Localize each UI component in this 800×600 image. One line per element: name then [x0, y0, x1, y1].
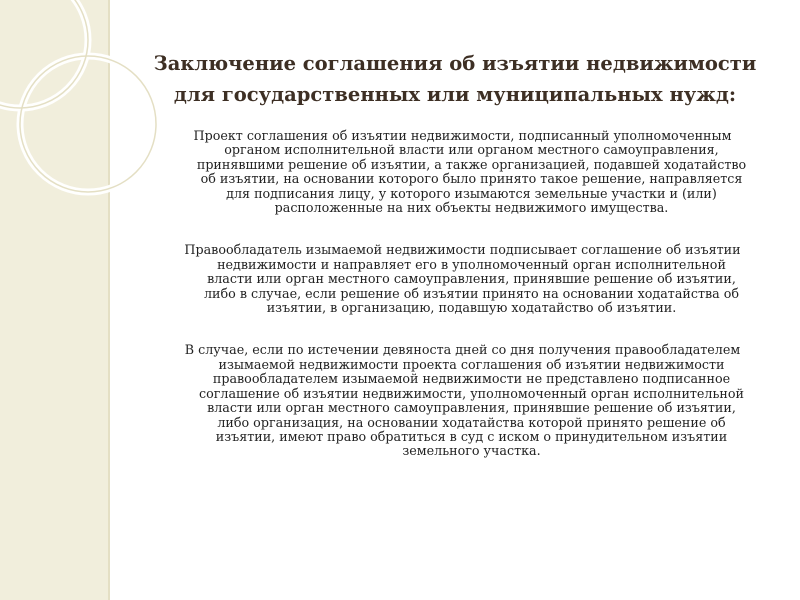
text-line: либо в случае, если решение об изъятии принято на основании ходатайства об — [204, 285, 739, 301]
text-line: изымаемой недвижимости проекта соглашения об изъятии недвижимости — [218, 356, 725, 372]
paragraph-owner-signs — [140, 243, 785, 315]
slide-title-line: для государственных или муниципальных нужд: — [173, 83, 737, 106]
text-line: либо организация, на основании ходатайства которой принято решение об — [217, 414, 726, 430]
text-line: органом исполнительной власти или органом местного самоуправления, — [224, 142, 719, 158]
text-line: изъятии, имеют право обратиться в суд с иском о принудительном изъятии — [215, 428, 728, 444]
text-line: принявшими решение об изъятии, а также организацией, подавшей ходатайство — [196, 156, 747, 172]
text-line: власти или орган местного самоуправления, принявшие решение об изъятии, — [207, 400, 736, 416]
text-line: правообладателем изымаемой недвижимости не представлено подписанное — [212, 371, 731, 387]
text-line: власти или орган местного самоуправления, принявшие решение об изъятии, — [207, 271, 736, 287]
text-line: недвижимости и направляет его в уполномоченный орган исполнительной — [217, 256, 726, 272]
text-line: Правообладатель изымаемой недвижимости подписывает соглашение об изъятии — [184, 242, 741, 258]
slide-title — [130, 48, 780, 110]
text-line: изъятии, в организацию, подавшую ходатайство об изъятии. — [266, 300, 677, 316]
text-line: В случае, если по истечении девяноста дней со дня получения правообладателем — [184, 342, 741, 358]
paragraph-draft-agreement — [140, 129, 785, 215]
decorative-side-band — [0, 0, 108, 600]
text-line: соглашение об изъятии недвижимости, уполномоченный орган исполнительной — [199, 385, 744, 401]
text-line: для подписания лицу, у которого изымаются земельные участки и (или) — [226, 185, 717, 201]
text-line: расположенные на них объекты недвижимого имущества. — [274, 200, 669, 216]
text-line: земельного участка. — [402, 443, 541, 459]
text-line: Проект соглашения об изъятии недвижимости, подписанный уполномоченным — [193, 128, 732, 143]
decorative-divider-line — [108, 0, 110, 600]
slide-body — [140, 129, 785, 487]
paragraph-court-claim — [140, 343, 785, 458]
slide-title-line: Заключение соглашения об изъятии недвижимости — [153, 52, 757, 75]
text-line: об изъятии, на основании которого было принято такое решение, направляется — [200, 171, 743, 187]
